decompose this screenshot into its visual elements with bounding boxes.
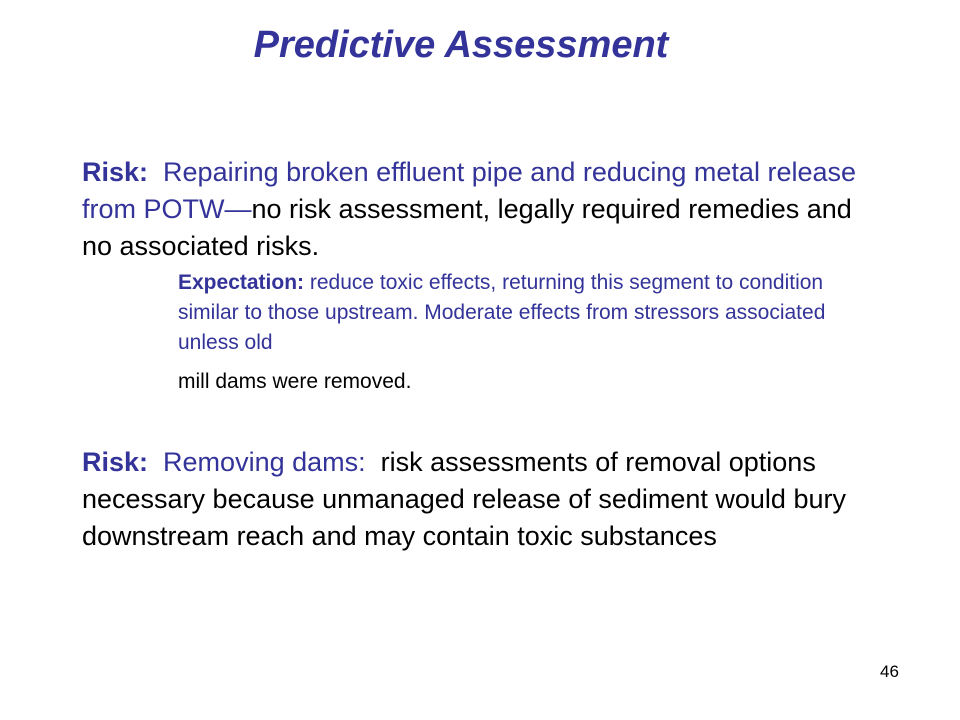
expectation-text: reduce toxic effects, returning this segment to condition similar to those upstream. Moderate effects from stressors associated unless old [178,271,826,354]
risk-2-paragraph [82,444,882,555]
risk-2-label: Risk: [82,447,149,477]
slide-title: Predictive Assessment [253,24,669,66]
expectation-paragraph [178,268,858,397]
expectation-last-line: mill dams were removed. [178,370,412,393]
risk-1-note: no risk assessment, legally required remedies and no associated risks. [82,194,852,261]
risk-1-label: Risk: [82,157,149,187]
risk-1-paragraph [82,154,882,265]
risk-2-note: risk assessments of removal options necessary because unmanaged release of sediment would bury downstream reach and may contain toxic substances [82,447,846,551]
expectation-label: Expectation: [178,271,305,294]
risk-2-action: Removing dams: [163,447,366,477]
risk-1-action: Repairing broken effluent pipe and reducing metal release from POTW— [82,157,857,224]
slide-number: 46 [880,662,899,681]
